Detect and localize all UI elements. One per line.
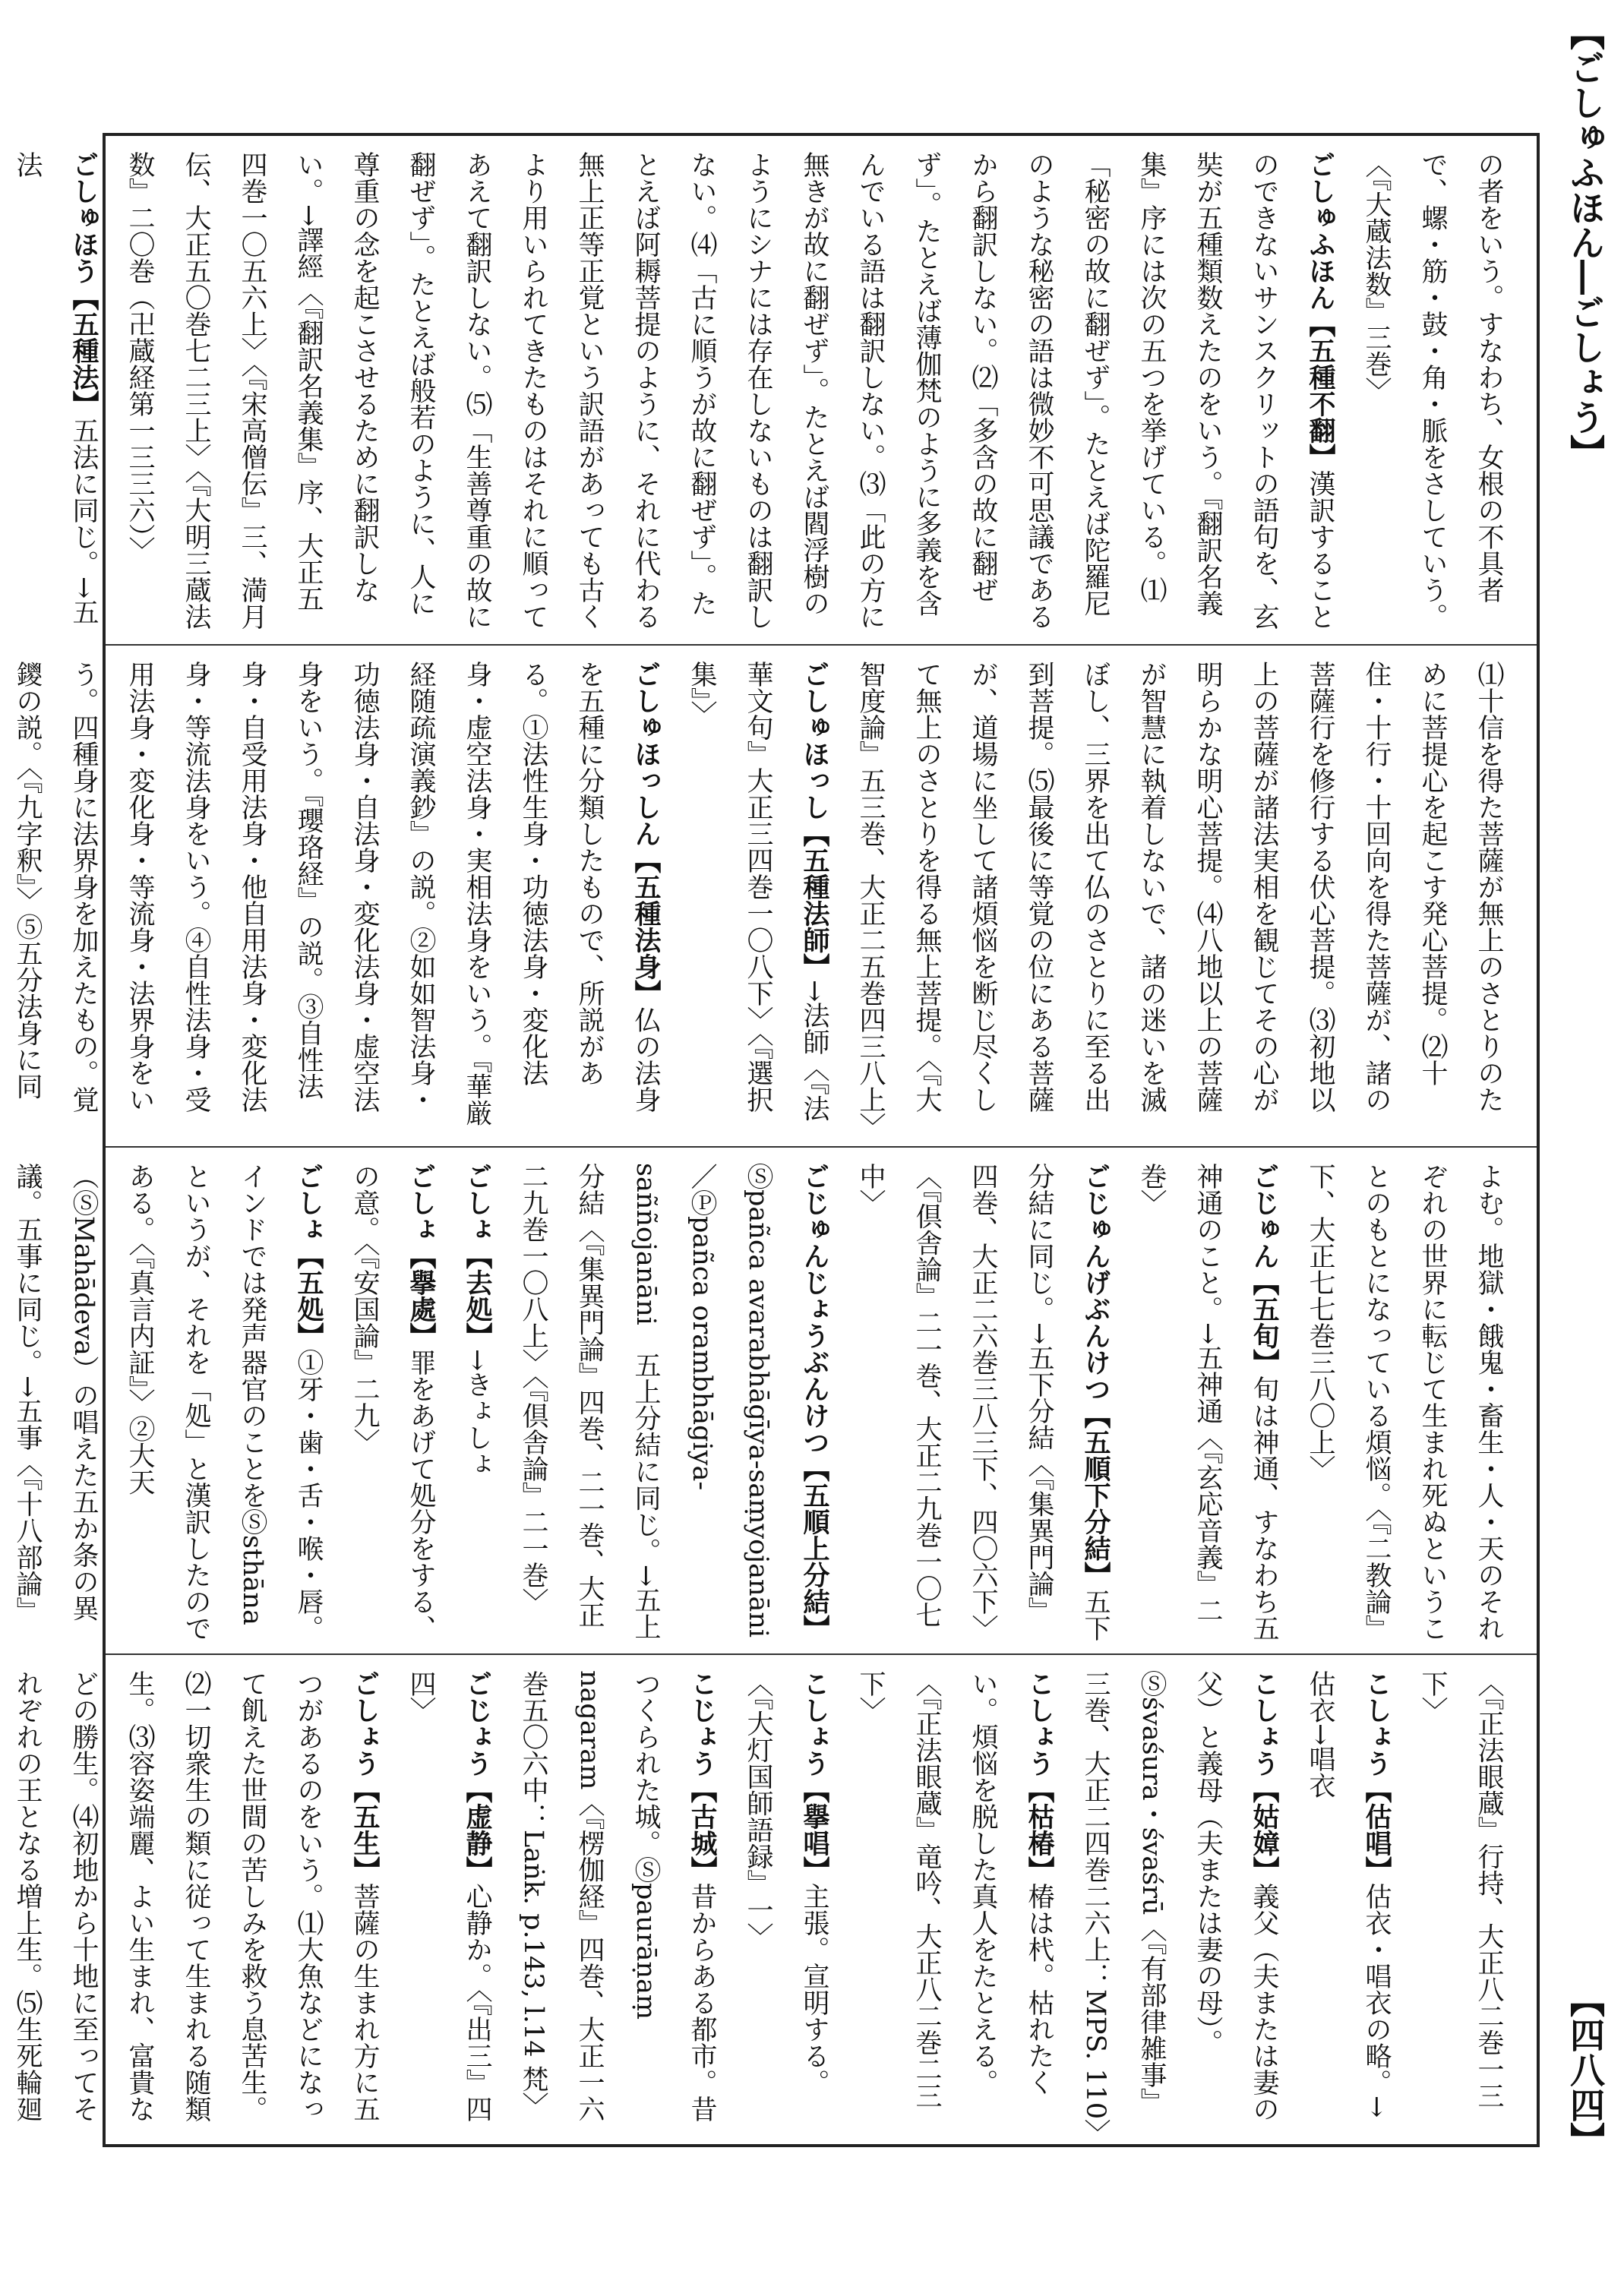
dictionary-entry <box>449 1163 505 1644</box>
band-2-columns <box>12 646 1537 1146</box>
entry-headword: ごしゅほっしん【五種法身】 <box>630 661 662 1006</box>
band-3-columns <box>12 1148 1537 1653</box>
dictionary-entry <box>336 1163 449 1644</box>
text-band-4 <box>12 1655 1537 2146</box>
entry-headword: ごじょう【虚静】 <box>462 1670 493 1883</box>
text-band-1 <box>12 136 1537 646</box>
entry-headword: ごしょう【五生】 <box>349 1670 381 1883</box>
dictionary-entry <box>505 1163 842 1644</box>
dictionary-entry <box>0 1670 393 2135</box>
entry-text: 菩薩の生まれ方に五つがあるのをいう。⑴大魚などになって飢えた世間の苦しみを救う息苦生。⑵一切衆生の類に従って生まれる随類生。⑶容姿端麗、よい生まれ、富貴などの勝生。⑷初地から十地に至ってそれぞれの王となる増上生。⑸生死輪廻 <box>12 1670 380 2122</box>
dictionary-entry <box>674 661 842 1137</box>
entry-headword: ごじゅんげぶんけつ【五順下分結】 <box>1080 1163 1111 1588</box>
dictionary-entry <box>0 661 674 1137</box>
entry-headword: こじょう【古城】 <box>687 1670 718 1883</box>
dictionary-entry <box>730 1670 842 2135</box>
entry-headword: ごしょ【去処】 <box>462 1163 493 1349</box>
page-number: 【四八四】 <box>1565 1982 1606 2157</box>
dictionary-entry <box>842 661 1517 1137</box>
entry-text: 五法に同じ。→五法 <box>12 151 99 626</box>
entry-headword: ごじゅんじょうぶんけつ【五順上分結】 <box>799 1163 830 1641</box>
entry-text: 主張。宣明する。〈『大灯国師語録』一〉 <box>743 1670 829 2096</box>
dictionary-entry <box>1404 1670 1517 2135</box>
text-band-2 <box>12 646 1537 1148</box>
entry-text: →法師〈『法華文句』大正三四巻一〇八下〉〈『選択集』〉 <box>687 661 829 1122</box>
entry-headword: ごしゅほっし【五種法師】 <box>799 661 830 980</box>
entry-headword: ごしょ【五処】 <box>293 1163 324 1349</box>
entry-text: 估衣・唱衣の略。→估衣→唱衣 <box>1305 1670 1392 2118</box>
dictionary-entry <box>842 1163 1123 1644</box>
dictionary-entry <box>842 1670 1067 2135</box>
entry-text: の者をいう。すなわち、女根の不具者で、螺・筋・鼓・角・脈をさしていう。〈『大蔵法数』三巻〉 <box>1361 151 1504 630</box>
entry-headword: ごしょ【擧處】 <box>406 1163 437 1349</box>
dictionary-entry <box>0 1163 336 1644</box>
entry-headword: こしょう【擧唱】 <box>799 1670 830 1883</box>
entry-text: ⑴十信を得た菩薩が無上のさとりのために菩提心を起こす発心菩提。⑵十住・十行・十回向を得た菩薩が、諸の菩薩行を修行する伏心菩提。⑶初地以上の菩薩が諸法実相を観じてその心が明らかな明心菩提。⑷八地以上の菩薩が智慧に執着しないで、諸の迷いを滅ぼし、三界を出て仏のさとりに至る出到菩提。⑸最後に等覚の位にある菩薩が、道場に坐して諸煩悩を断じ尽くして無上のさとりを得る無上菩提。〈『大智度論』五三巻、大正二五巻四三八上〉 <box>855 661 1504 1139</box>
page-frame <box>12 133 1540 2147</box>
entry-text: 昔からある都市。昔つくられた城。Ⓢpaurāṇaṃ nagaram〈『楞伽経』四巻、大正一六巻五〇六中：Laṅk. p.143, l.14 梵〉 <box>518 1670 717 2122</box>
entry-headword: ごしゅふほん【五種不翻】 <box>1305 151 1336 470</box>
entry-headword: ごしゅほう【五種法】 <box>68 151 100 417</box>
dictionary-entry <box>393 1670 505 2135</box>
entry-headword: こしょう【姑嫜】 <box>1249 1670 1280 1883</box>
dictionary-entry <box>505 1670 730 2135</box>
dictionary-entry <box>1348 151 1517 635</box>
dictionary-entry <box>1123 1163 1292 1644</box>
entry-text: →きょしょ <box>462 1349 492 1478</box>
text-band-3 <box>12 1148 1537 1655</box>
entry-headword: ごじゅん【五旬】 <box>1249 1163 1280 1375</box>
entry-text: 仏の法身を五種に分類したもので、所説がある。①法性生身・功徳法身・変化法身・虚空法身・実相法身をいう。『華厳経随疏演義鈔』の説。②如如智法身・功徳法身・自法身・変化法身・虚空法身をいう。『瓔珞経』の説。③自性法身・自受用法身・他自用法身・変化法身・等流法身をいう。④自性法身・受用法身・変化身・等流身・法界身をいう。四種身に法界身を加えたもの。覚鑁の説。〈『九字釈』〉⑤五分法身に同 <box>12 661 661 1126</box>
entry-text: 旬は神通、すなわち五神通のこと。→五神通〈『玄応音義』二巻〉 <box>1136 1163 1279 1641</box>
entry-text: 心静か。〈『出三』四四〉 <box>406 1670 492 2122</box>
entry-headword: こしょう【估唱】 <box>1361 1670 1392 1883</box>
running-header: 【ごしゅふほん―ごしょう】 <box>1565 15 1606 469</box>
entry-text: 漢訳することのできないサンスクリットの語句を、玄奘が五種類数えたのをいう。『翻訳名義集』序には次の五つを挙げている。⑴「秘密の故に翻ぜず」。たとえば陀羅尼のような秘密の語は微妙不可思議であるから翻訳しない。⑵「多含の故に翻ぜず」。たとえば薄伽梵のように多義を含んでいる語は翻訳しない。⑶「此の方に無きが故に翻ぜず」。たとえば閻浮樹のようにシナには存在しないものは翻訳しない。⑷「古に順うが故に翻ぜず」。たとえば阿耨菩提のように、それに代わる無上正等正覚という訳語があっても古くより用いられてきたものはそれに順ってあえて翻訳しない。⑸「生善尊重の故に翻ぜず」。たとえば般若のように、人に尊重の念を起こさせるために翻訳しない。→譯經〈『翻訳名義集』序、大正五四巻一〇五六上〉〈『宋高僧伝』三、満月伝、大正五〇巻七二三上〉〈『大明三蔵法数』二〇巻（卍蔵経第一三三六）〉 <box>125 151 1335 630</box>
dictionary-entry <box>0 151 112 635</box>
dictionary-entry <box>1067 1670 1292 2146</box>
dictionary-entry <box>1292 1163 1517 1644</box>
entry-text: Ⓢpañca avarabhāgīya-saṃyojanāni／Ⓟpañca orambhāgiya-saññojanāni 五上分結に同じ。→五上分結〈『集異門論』四巻、二一巻、大正二九巻一〇八上〉〈『倶舎論』二一巻〉 <box>518 1163 773 1641</box>
entry-text: 〈『正法眼蔵』行持、大正八二巻一三下〉 <box>1417 1670 1504 2109</box>
entry-text: よむ。地獄・餓鬼・畜生・人・天のそれぞれの世界に転じて生まれ死ぬということのもとになっている煩悩。〈『二教論』下、大正七七巻三八〇上〉 <box>1305 1163 1504 1641</box>
entry-headword: こしょう【枯椿】 <box>1024 1670 1055 1883</box>
dictionary-entry <box>1292 1670 1404 2135</box>
entry-text: 五下分結に同じ。→五下分結〈『集異門論』四巻、大正二六巻三八三下、四〇六下〉〈『倶舎論』二一巻、大正二九巻一〇七中〉 <box>855 1163 1111 1641</box>
band-4-columns <box>12 1655 1537 2146</box>
dictionary-entry <box>112 151 1348 635</box>
entry-text: 罪をあげて処分をする、の意。〈『安国論』二九〉 <box>349 1163 436 1641</box>
band-1-columns <box>12 136 1537 644</box>
entry-text: 椿は杙。枯れたくい。煩悩を脱した真人をたとえる。〈『正法眼蔵』竜吟、大正八二巻二三下〉 <box>855 1670 1054 2109</box>
entry-text: 義父（夫または妻の父）と義母（夫または妻の母）。Ⓢśvaśura・śvaśrū〈『有部律雑事』三巻、大正二四巻二六上：MPS. 110〉 <box>1080 1670 1279 2146</box>
entry-text: ①牙・歯・舌・喉・唇。インドでは発声器官のことをⓈsthānaというが、それを「処」と漢訳したのである。〈『真言内証』〉②大天（ⓈMahādeva）の唱えた五か条の異議。五事に同じ。→五事〈『十八部論』 <box>12 1163 324 1641</box>
